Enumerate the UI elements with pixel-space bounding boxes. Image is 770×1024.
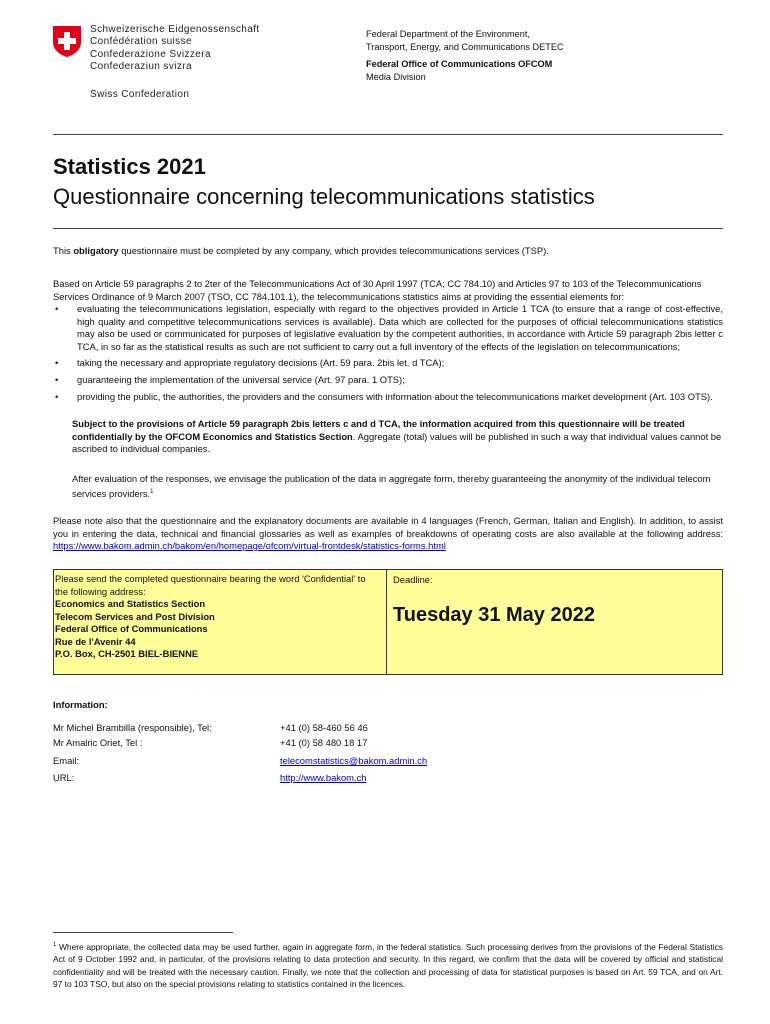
url-label: URL: (53, 772, 75, 783)
send-instructions (55, 573, 380, 661)
contact-phone: +41 (0) 58-460 56 46 (280, 722, 368, 733)
confidentiality-bold: Subject to the provisions of Article 59 paragraph 2bis letters c and d TCA, the information acquired from this questionnaire will be treated confidentially by the OFCOM Economics and Statistics Section (72, 418, 685, 442)
email-label: Email: (53, 755, 80, 766)
division-name: Media Division (366, 71, 426, 82)
deadline-date: Tuesday 31 May 2022 (393, 604, 595, 626)
department-line-2: Transport, Energy, and Communications DETEC (366, 41, 564, 52)
statistics-forms-link[interactable]: https://www.bakom.admin.ch/bakom/en/homepage/ofcom/virtual-frontdesk/statistics-forms.html (53, 540, 446, 552)
footnote-text: Where appropriate, the collected data may be used further, again in aggregate form, in the federal statistics. Such processing derives from the provisions of the Federal Statistics Act of 9 October 1992 and, in particular, of the provisions relating to data protection and security. In this regard, we confirm that the data will be covered by official and statistical confidentiality and will be treated with the necessary caution. Finally, we note that the collection and processing of data for statistical purposes is based on Art. 59 TCA, and on Art. 97 to 103 TSO, but also on the special provisions relating to statistics contained in the licences. (53, 941, 723, 990)
intro-before: This (53, 245, 74, 256)
list-item-text: guaranteeing the implementation of the universal service (Art. 97 para. 1 OTS); (77, 373, 405, 385)
evaluation-text: After evaluation of the responses, we envisage the publication of the data in aggregate form, thereby guaranteeing the anonymity of the individual telecom services providers. (72, 473, 711, 499)
list-item (53, 374, 723, 387)
list-item-text: taking the necessary and appropriate regulatory decisions (Art. 59 para. 2bis let. d TCA); (77, 357, 445, 369)
bullet-icon: • (55, 357, 59, 369)
bullet-icon: • (55, 373, 59, 385)
submission-box-divider (386, 569, 387, 675)
swiss-flag-icon (50, 24, 84, 58)
office-block (366, 58, 552, 83)
page-title: Statistics 2021 (53, 154, 206, 179)
confederation-name-de: Schweizerische Eidgenossenschaft (90, 24, 260, 35)
confidentiality-note (72, 418, 722, 456)
bullet-icon: • (55, 303, 59, 314)
footnote-number: 1 (53, 942, 57, 948)
address-line: Telecom Services and Post Division (55, 610, 215, 622)
confederation-names (90, 24, 260, 73)
footnote-reference: 1 (150, 488, 154, 495)
purpose-list (53, 303, 723, 407)
list-item (53, 303, 723, 353)
language-note (53, 515, 723, 553)
confederation-name-fr: Confédération suisse (90, 36, 192, 48)
list-item (53, 391, 723, 404)
send-instruction-text: Please send the completed questionnaire bearing the word 'Confidential' to the following address: (55, 573, 366, 597)
email-link[interactable]: telecomstatistics@bakom.admin.ch (280, 755, 428, 766)
contact-phone: +41 (0) 58 480 18 17 (280, 737, 368, 748)
contact-label: Mr Michel Brambilla (responsible), Tel: (53, 722, 212, 733)
department-name (366, 28, 564, 53)
intro-paragraph (53, 245, 723, 258)
list-item-text: providing the public, the authorities, the providers and the consumers with information about the telecommunications market development (Art. 103 OTS). (77, 390, 713, 402)
address-line: Federal Office of Communications (55, 623, 208, 634)
list-item (53, 357, 723, 370)
page-subtitle: Questionnaire concerning telecommunications statistics (53, 184, 595, 209)
evaluation-note (72, 473, 722, 500)
footnote (53, 939, 723, 990)
address-line: Economics and Statistics Section (55, 598, 206, 609)
intro-after: questionnaire must be completed by any company, which provides telecommunications services (TSP). (118, 245, 549, 256)
bullet-icon: • (55, 390, 59, 402)
confederation-name-it: Confederazione Svizzera (90, 48, 211, 60)
address-line: Rue de l'Avenir 44 (55, 635, 136, 647)
intro-bold: obligatory (73, 245, 119, 256)
header-divider (53, 134, 723, 135)
swiss-confederation: Swiss Confederation (90, 89, 190, 100)
title-divider (53, 228, 723, 229)
confederation-name-rm: Confederaziun svizra (90, 60, 192, 72)
address-line: P.O. Box, CH-2501 BIEL-BIENNE (55, 648, 199, 659)
deadline-label: Deadline: (393, 574, 433, 585)
legal-basis-paragraph: Based on Article 59 paragraphs 2 to 2ter of the Telecommunications Act of 30 April 1997 (TCA; CC 784.10) and Articles 97 to 103 of the Telecommunications Services Ordinance of 9 March 2007 (TSO, CC 784.101.1), the telecommunications statistics aims at providing the essential elements for: (53, 278, 702, 302)
website-link[interactable]: http://www.bakom.ch (280, 772, 367, 783)
contact-label: Mr Amalric Oriet, Tel : (53, 737, 143, 748)
office-name: Federal Office of Communications OFCOM (366, 59, 553, 69)
information-heading: Information: (53, 699, 108, 710)
list-item-text: evaluating the telecommunications legislation, especially with regard to the objectives provided in Article 1 TCA (to ensure that a range of cost-effective, high quality and competitive telecommunications services is available). Data which are collected for the purposes of official telecommunications statistics may also be used or communicated for purposes of legislative evaluation by the competent authorities, in accordance with Article 59 paragraph 2bis letter c TCA, in so far as the statistical results as such are not sufficient to carry out a full inventory of the effects of the legislation on telecommunications; (77, 303, 723, 352)
confidentiality-after: . Aggregate (total) values will be published in such a way that individual values cannot be ascribed to individual companies. (72, 430, 722, 455)
department-line-1: Federal Department of the Environment, (366, 29, 530, 39)
language-text: Please note also that the questionnaire and the explanatory documents are available in 4 languages (French, German, Italian and English). In addition, to assist you in entering the data, technical and financial glossaries as well as examples of breakdowns of operating costs are also available at the following address: (53, 515, 723, 539)
footnote-divider (53, 932, 233, 933)
